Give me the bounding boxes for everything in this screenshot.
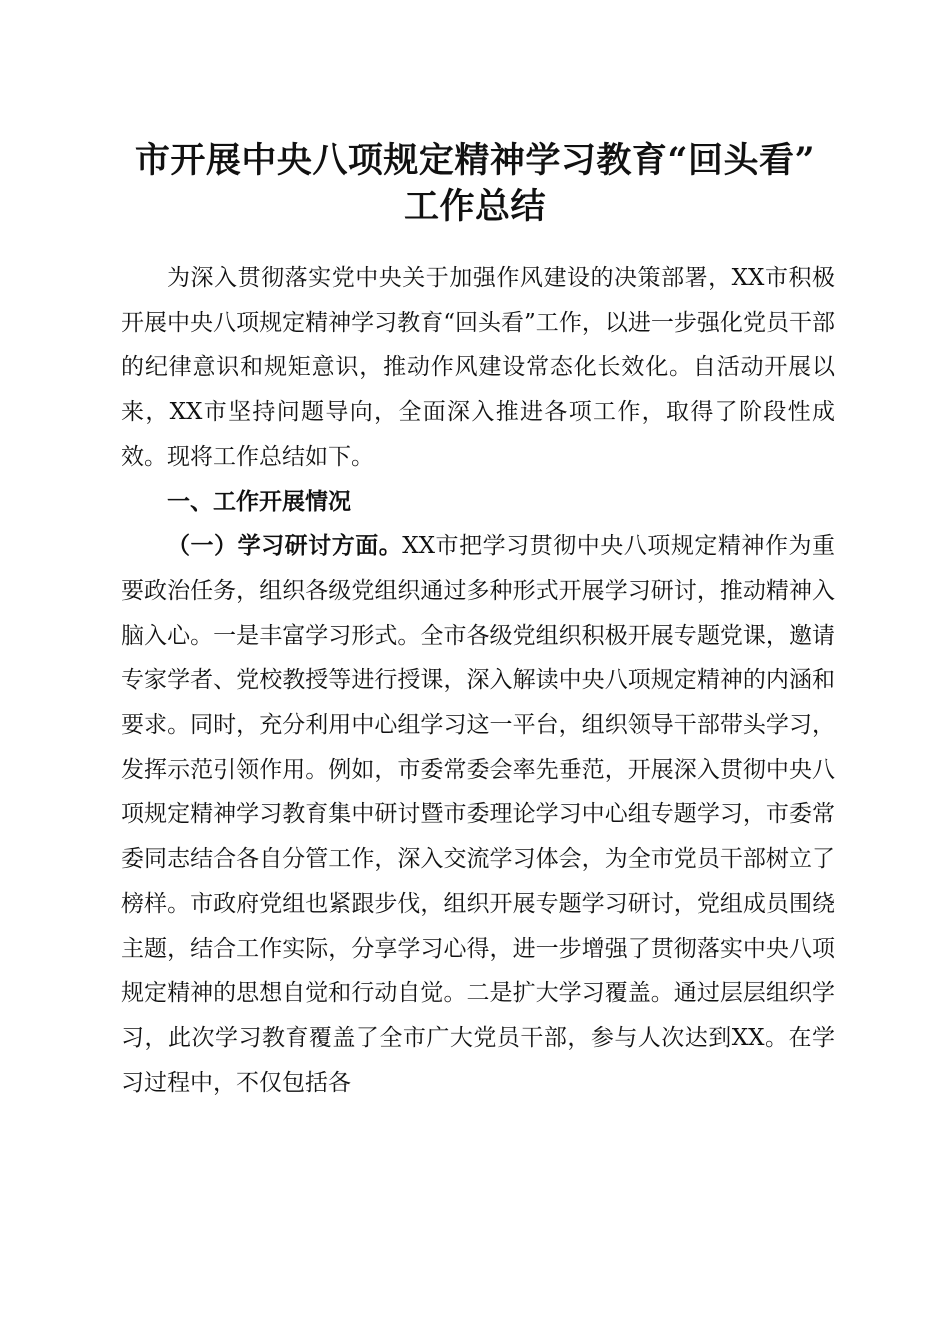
section-heading-1: 一、工作开展情况 [167, 488, 351, 515]
intro-paragraph: 为深入贯彻落实党中央关于加强作风建设的决策部署，XX市积极开展中央八项规定精神学习教育“回头看”工作，以进一步强化党员干部的纪律意识和规矩意识，推动作风建设常态化长效化。自活动开展以来，XX市坚持问题导向，全面深入推进各项工作，取得了阶段性成效。现将工作总结如下。 [121, 265, 835, 470]
subsection-paragraph-1 [121, 524, 835, 1105]
document-title-line2: 工作总结 [403, 186, 546, 227]
subsection-lead-1: （一）学习研讨方面。 [167, 533, 403, 560]
subsection-text-1: XX市把学习贯彻中央八项规定精神作为重要政治任务，组织各级党组织通过多种形式开展学习研讨，推动精神入脑入心。一是丰富学习形式。全市各级党组织积极开展专题党课，邀请专家学者、党校教授等进行授课，深入解读中央八项规定精神的内涵和要求。同时，充分利用中心组学习这一平台，组织领导干部带头学习，发挥示范引领作用。例如，市委常委会率先垂范，开展深入贯彻中央八项规定精神学习教育集中研讨暨市委理论学习中心组专题学习，市委常委同志结合各自分管工作，深入交流学习体会，为全市党员干部树立了榜样。市政府党组也紧跟步伐，组织开展专题学习研讨，党组成员围绕主题，结合工作实际，分享学习心得，进一步增强了贯彻落实中央八项规定精神的思想自觉和行动自觉。二是扩大学习覆盖。通过层层组织学习，此次学习教育覆盖了全市广大党员干部，参与人次达到XX。在学习过程中，不仅包括各 [121, 533, 836, 1096]
document-body [121, 256, 835, 1105]
document-title-line1: 市开展中央八项规定精神学习教育“回头看” [134, 140, 816, 181]
